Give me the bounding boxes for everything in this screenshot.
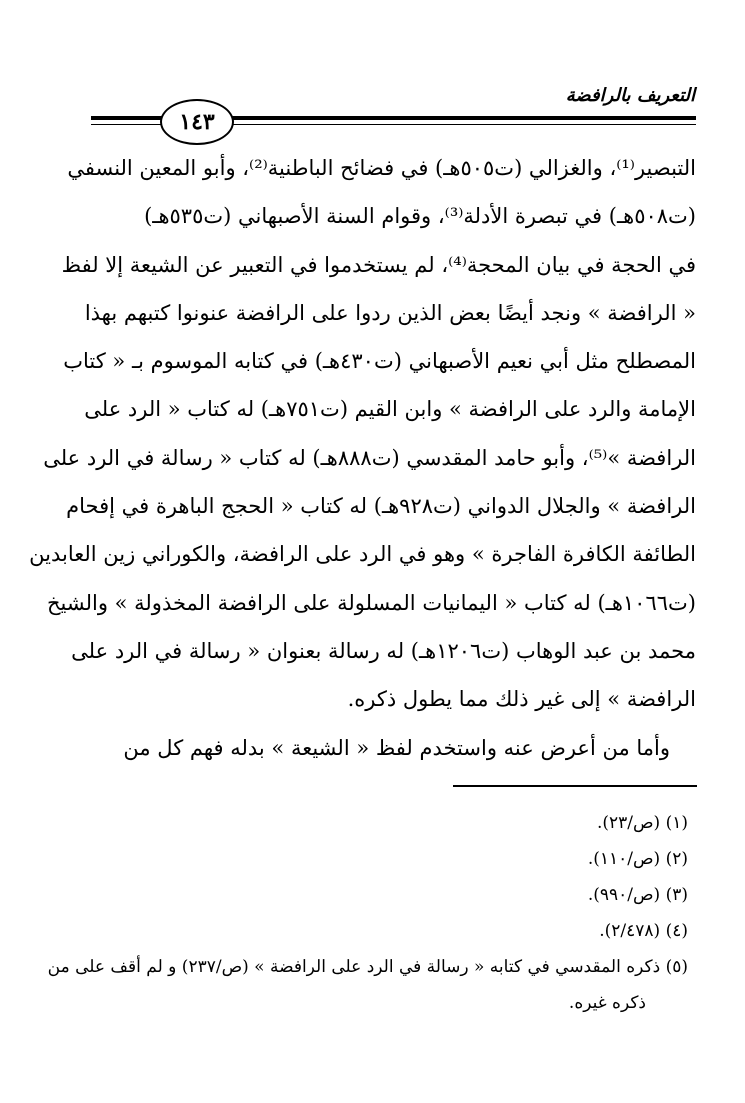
body-line: في الحجة في بيان المحجة⁽⁴⁾، لم يستخدموا في التعبير عن الشيعة إلا لفظ <box>61 252 696 277</box>
footnote-3: (٣) (ص/٩٩٠). <box>587 885 688 905</box>
footnote-4: (٤) (٢/٤٧٨). <box>599 921 688 941</box>
body-text <box>29 144 696 772</box>
page-number-text: ١٤٣ <box>179 109 215 135</box>
footnote-5: (٥) ذكره المقدسي في كتابه « رسالة في الرد على الرافضة » (ص/٢٣٧) و لم أقف على من <box>47 957 688 977</box>
footnotes <box>47 805 696 1021</box>
body-line: الطائفة الكافرة الفاجرة » وهو في الرد على الرافضة، والكوراني زين العابدين <box>29 542 696 567</box>
body-line: محمد بن عبد الوهاب (ت١٢٠٦هـ) له رسالة بعنوان « رسالة في الرد على <box>71 638 696 663</box>
body-line: وأما من أعرض عنه واستخدم لفظ « الشيعة » بدله فهم كل من <box>123 735 670 760</box>
footnote-2: (٢) (ص/١١٠). <box>587 849 688 869</box>
page-number <box>160 99 234 145</box>
body-line: الرافضة » إلى غير ذلك مما يطول ذكره. <box>347 687 696 712</box>
footnote-separator <box>453 785 697 787</box>
body-line: « الرافضة » ونجد أيضًا بعض الذين ردوا على الرافضة عنونوا كتبهم بهذا <box>84 300 696 325</box>
footnote-1: (١) (ص/٢٣). <box>596 813 688 833</box>
body-line: المصطلح مثل أبي نعيم الأصبهاني (ت٤٣٠هـ) في كتابه الموسوم بـ « كتاب <box>63 349 696 374</box>
body-line: الرافضة »⁽⁵⁾، وأبو حامد المقدسي (ت٨٨٨هـ) له كتاب « رسالة في الرد على <box>43 445 696 470</box>
body-line: (ت١٠٦٦هـ) له كتاب « اليمانيات المسلولة على الرافضة المخذولة » والشيخ <box>46 590 696 615</box>
body-line: (ت٥٠٨هـ) في تبصرة الأدلة⁽³⁾، وقوام السنة الأصبهاني (ت٥٣٥هـ) <box>144 204 696 229</box>
footnote-5-continuation: ذكره غيره. <box>568 993 646 1013</box>
running-title: التعريف بالرافضة <box>565 85 695 106</box>
body-line: التبصير⁽¹⁾، والغزالي (ت٥٠٥هـ) في فضائح الباطنية⁽²⁾، وأبو المعين النسفي <box>67 156 696 180</box>
body-line: الرافضة » والجلال الدواني (ت٩٢٨هـ) له كتاب « الحجج الباهرة في إفحام <box>66 494 696 519</box>
body-line: الإمامة والرد على الرافضة » وابن القيم (ت٧٥١هـ) له كتاب « الرد على <box>84 397 696 422</box>
